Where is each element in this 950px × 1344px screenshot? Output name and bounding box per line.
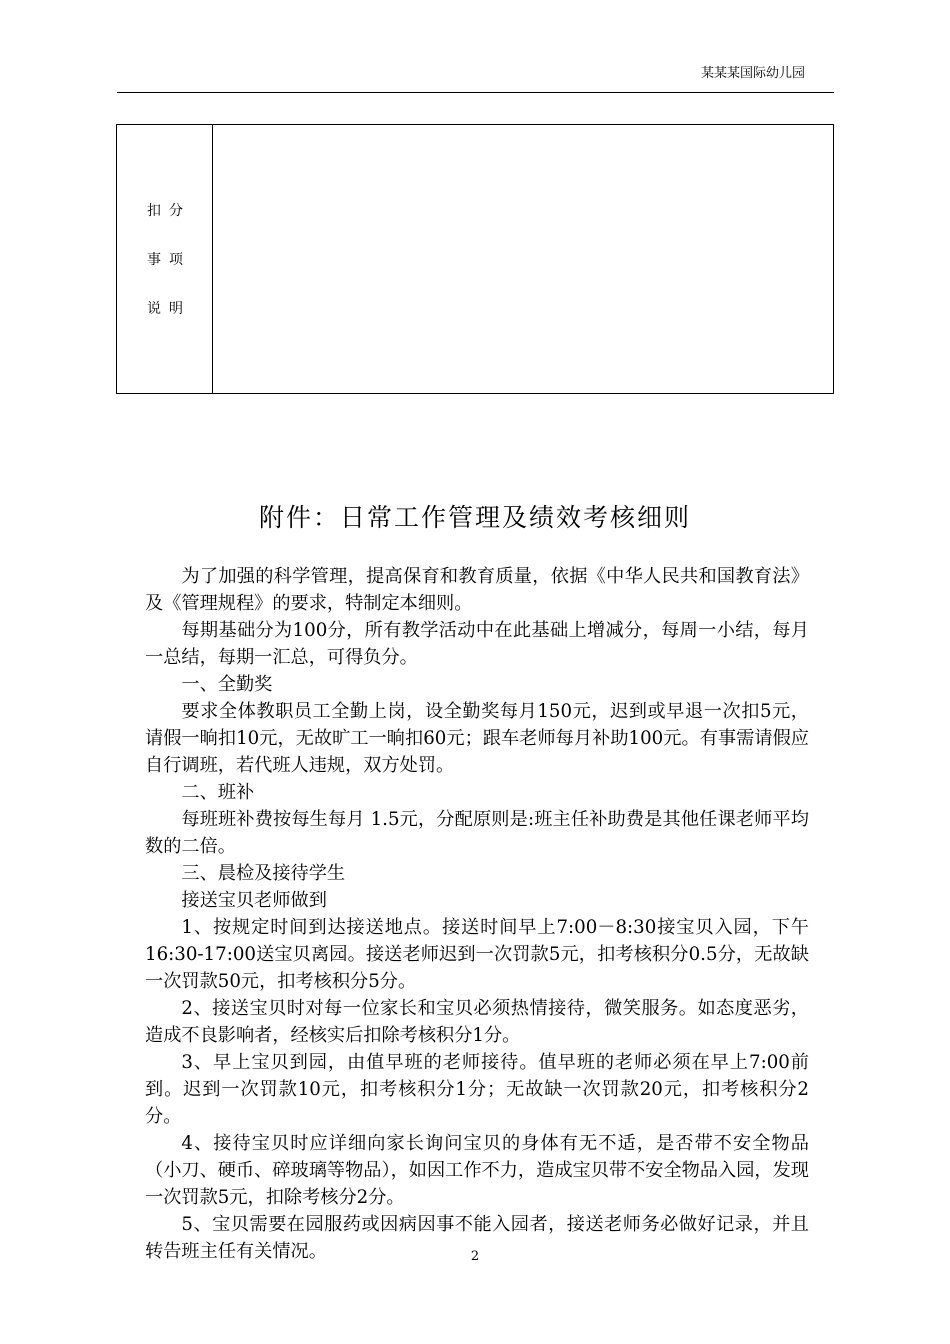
paragraph-class-subsidy: 每班班补费按每生每月 1.5元，分配原则是:班主任补助费是其他任课老师平均数的二倍。 [145,809,809,857]
section-heading-class-subsidy: 二、班补 [181,782,255,803]
deduction-label-line-3: 说明 [147,301,191,317]
deduction-content-cell [213,125,833,393]
paragraph-escort-intro: 接送宝贝老师做到 [181,890,327,911]
page-number: 2 [470,1249,480,1264]
deduction-label-line-2: 事项 [147,252,191,268]
paragraph-rule-1: 1、按规定时间到达接送地点。接送时间早上7:00－8:30接宝贝入园，下午16:30-17:00送宝贝离园。接送老师迟到一次罚款5元，扣考核积分0.5分，无故缺一次罚款50元，扣考核积分5分。 [145,917,809,992]
section-heading-attendance: 一、全勤奖 [181,674,273,695]
paragraph-rule-4: 4、接待宝贝时应详细向家长询问宝贝的身体有无不适，是否带不安全物品（小刀、硬币、碎玻璃等物品），如因工作不力，造成宝贝带不安全物品入园，发现一次罚款5元，扣除考核分2分。 [145,1133,809,1208]
deduction-label-cell [117,125,213,393]
paragraph-rule-5: 5、宝贝需要在园服药或因病因事不能入园者，接送老师务必做好记录，并且转告班主任有关情况。 [145,1214,809,1262]
document-body [145,563,809,1265]
paragraph-attendance: 要求全体教职员工全勤上岗，设全勤奖每月150元，迟到或早退一次扣5元，请假一晌扣10元，无故旷工一晌扣60元；跟车老师每月补助100元。有事需请假应自行调班，若代班人违规，双方处罚。 [145,701,809,776]
deduction-label-line-1: 扣分 [147,203,191,219]
paragraph-intro: 为了加强的科学管理，提高保育和教育质量，依据《中华人民共和国教育法》及《管理规程》的要求，特制定本细则。 [145,566,809,614]
section-heading-morning-check: 三、晨检及接待学生 [181,863,346,884]
paragraph-rule-3: 3、早上宝贝到园，由值早班的老师接待。值早班的老师必须在早上7:00前到。迟到一次罚款10元，扣考核积分1分；无故缺一次罚款20元，扣考核积分2分。 [145,1052,809,1127]
header-divider [117,92,834,93]
header-organization-name: 某某某国际幼儿园 [700,66,805,81]
paragraph-rule-2: 2、接送宝贝时对每一位家长和宝贝必须热情接待，微笑服务。如态度恶劣，造成不良影响者，经核实后扣除考核积分1分。 [145,998,809,1046]
document-title: 附件：日常工作管理及绩效考核细则 [258,503,691,532]
paragraph-base-score: 每期基础分为100分，所有教学活动中在此基础上增减分，每周一小结，每月一总结，每期一汇总，可得负分。 [145,620,809,668]
deduction-items-table [116,124,834,394]
